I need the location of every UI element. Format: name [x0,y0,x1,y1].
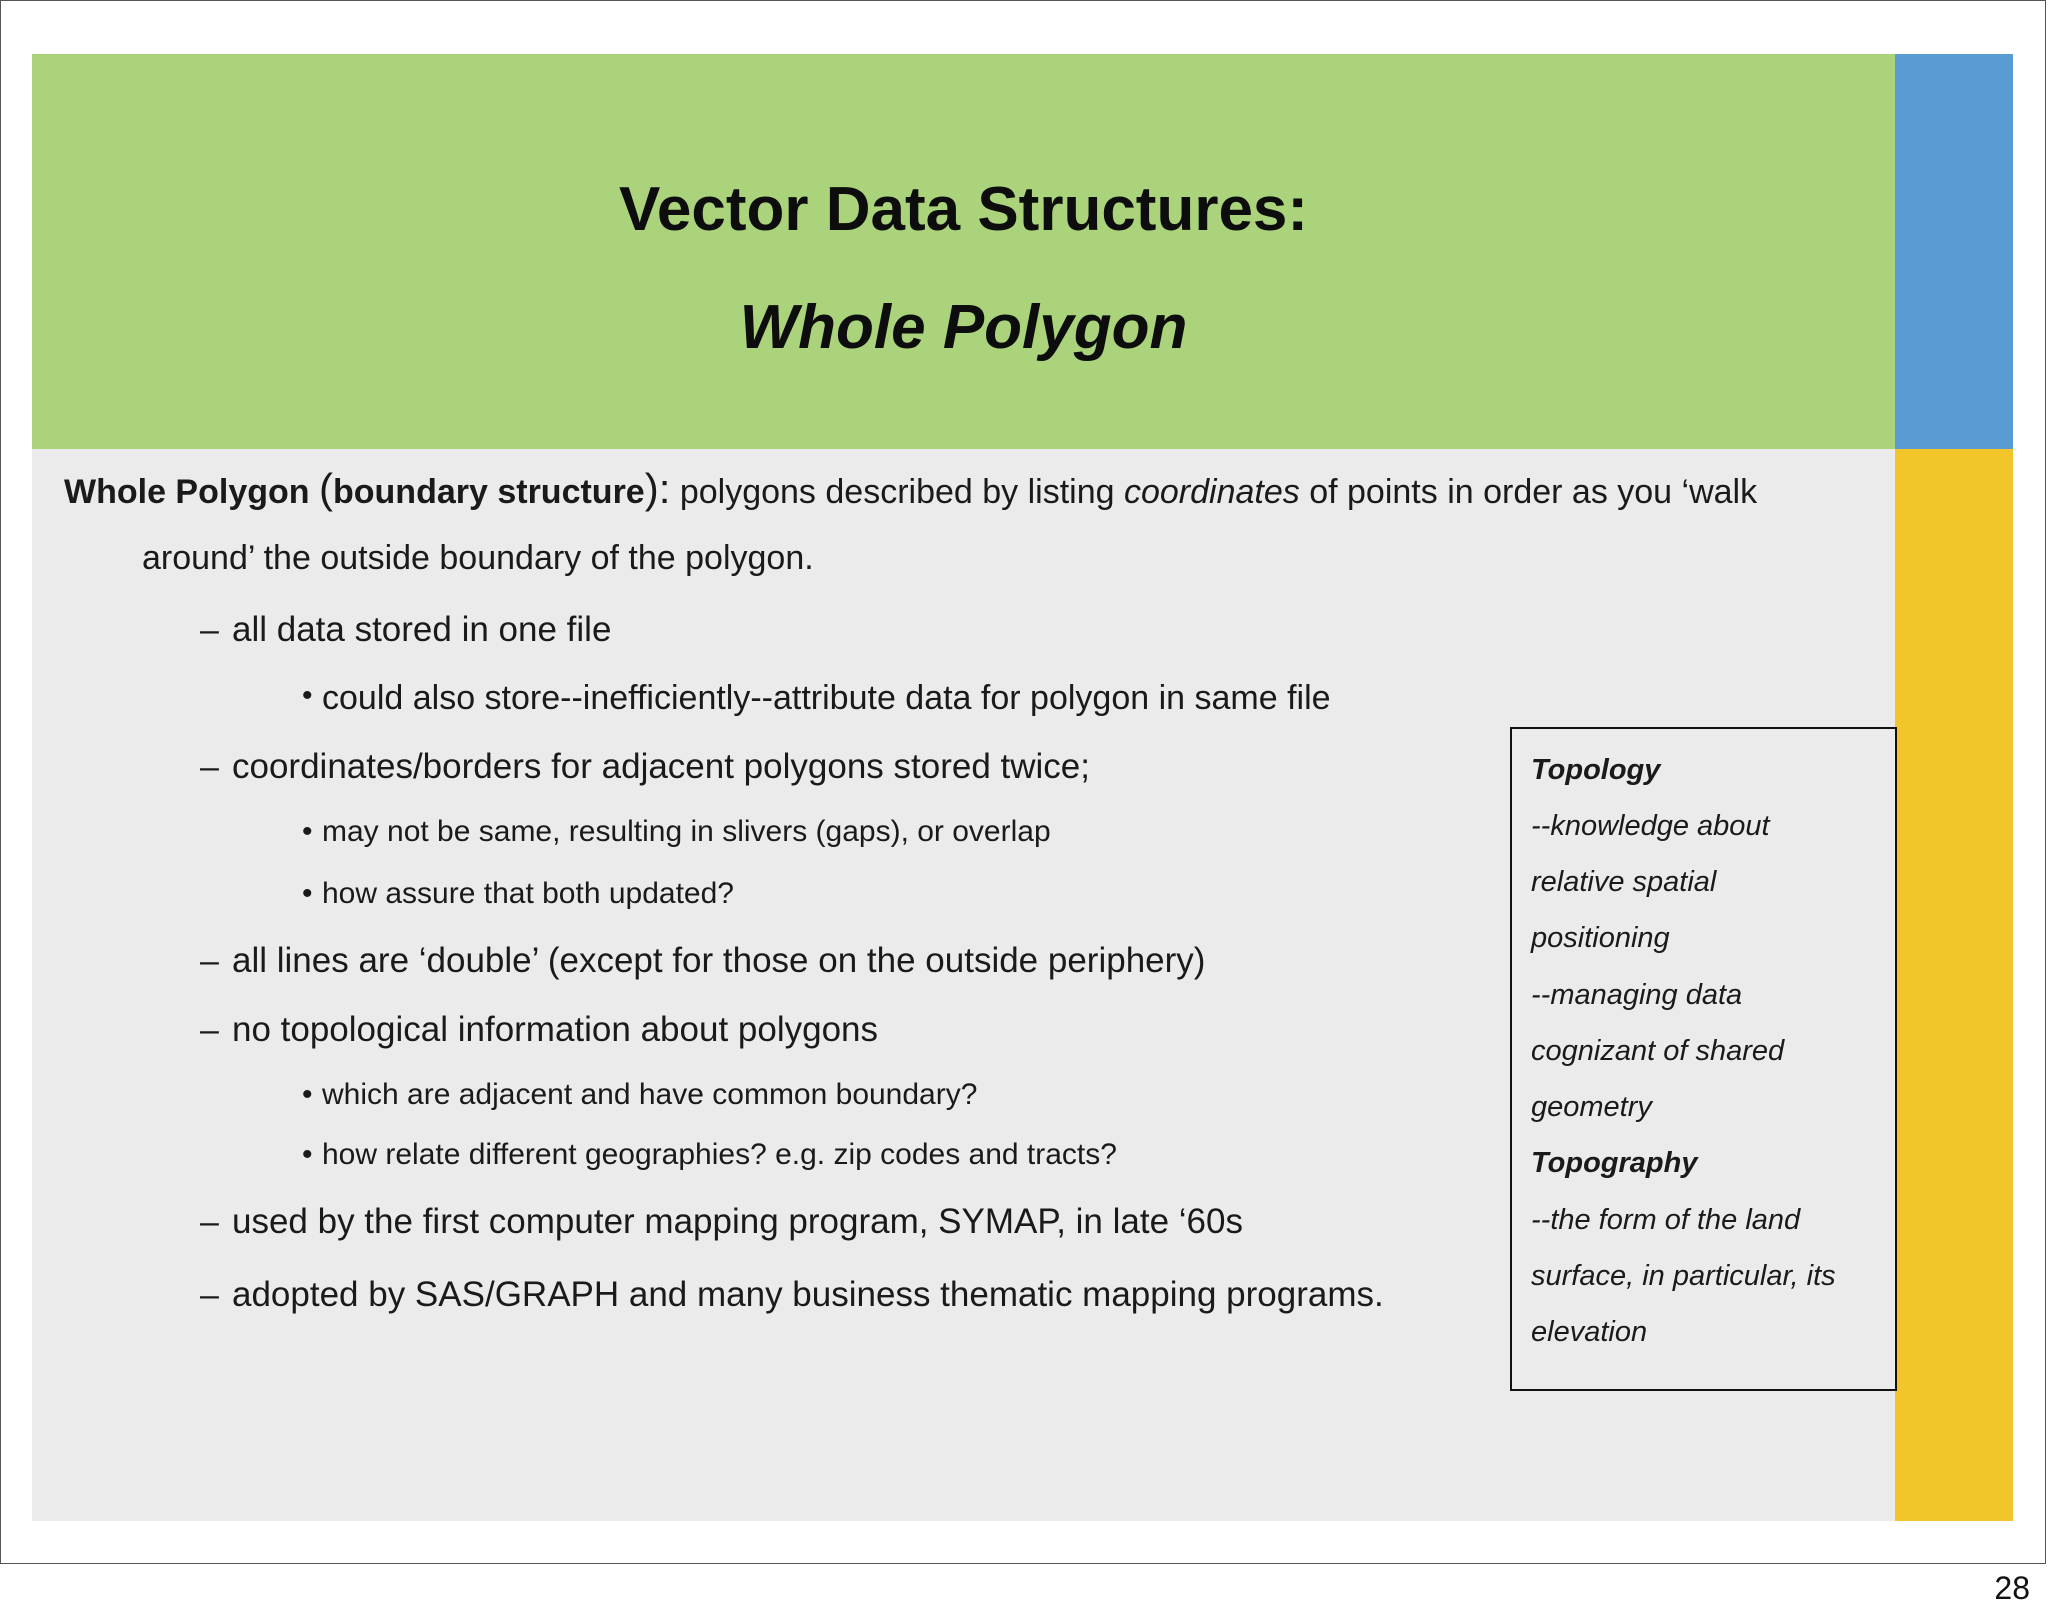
topology-text: --knowledge about [1531,810,1770,842]
page-number: 28 [1994,1570,2030,1606]
topology-text: --managing data [1531,979,1743,1011]
sub-bullet-item: how relate different geographies? e.g. zip codes and tracts? [322,1138,1117,1171]
accent-bar-blue [1895,54,2013,449]
intro-paren-close: ) [644,465,659,512]
intro-emphasis: coordinates [1123,473,1300,511]
intro-term: Whole Polygon [64,473,310,511]
intro-continuation: around’ the outside boundary of the polygon. [142,539,814,577]
dash-bullet: – [200,748,219,786]
topology-text: relative spatial [1531,866,1717,898]
dash-bullet: – [200,611,219,649]
dash-bullet: – [200,1276,219,1314]
accent-bar-yellow [1895,449,2013,1521]
intro-paren-open: ( [319,465,333,512]
intro-colon: : [658,465,671,512]
bullet-item: adopted by SAS/GRAPH and many business thematic mapping programs. [232,1275,1384,1314]
topography-text: surface, in particular, its [1531,1260,1836,1292]
sub-bullet-item: may not be same, resulting in slivers (gaps), or overlap [322,815,1051,848]
bullet-item: coordinates/borders for adjacent polygons stored twice; [232,747,1090,786]
slide-header [32,54,1895,449]
topography-text: elevation [1531,1316,1648,1348]
dot-bullet: • [302,815,313,848]
bullet-item: no topological information about polygons [232,1010,878,1049]
dash-bullet: – [200,942,219,980]
sub-bullet-item: which are adjacent and have common boundary? [322,1078,978,1111]
topology-text: geometry [1531,1091,1652,1123]
bullet-item: used by the first computer mapping program, SYMAP, in late ‘60s [232,1202,1243,1241]
sub-bullet-item: how assure that both updated? [322,877,734,910]
dash-bullet: – [200,1203,219,1241]
bullet-item: all data stored in one file [232,610,612,649]
topography-heading: Topography [1531,1147,1698,1179]
dot-bullet: • [302,1078,313,1111]
intro-line [64,465,1757,513]
intro-term-sub: boundary structure [333,473,645,511]
topology-heading: Topology [1531,754,1661,786]
slide-title: Vector Data Structures: [618,175,1309,244]
sub-bullet-item: could also store--inefficiently--attribute data for polygon in same file [322,679,1331,717]
topology-text: cognizant of shared [1531,1035,1785,1067]
bullet-item: all lines are ‘double’ (except for those on the outside periphery) [232,941,1206,980]
intro-text: polygons described by listing [670,473,1124,511]
dot-bullet: • [302,877,313,910]
definition-box [1510,727,1897,1391]
intro-text-end: of points in order as you ‘walk [1299,473,1758,511]
dot-bullet: • [302,679,313,712]
dash-bullet: – [200,1011,219,1049]
dot-bullet: • [302,1138,313,1171]
topography-text: --the form of the land [1531,1204,1801,1236]
slide-subtitle: Whole Polygon [739,293,1188,362]
topology-text: positioning [1531,922,1670,954]
